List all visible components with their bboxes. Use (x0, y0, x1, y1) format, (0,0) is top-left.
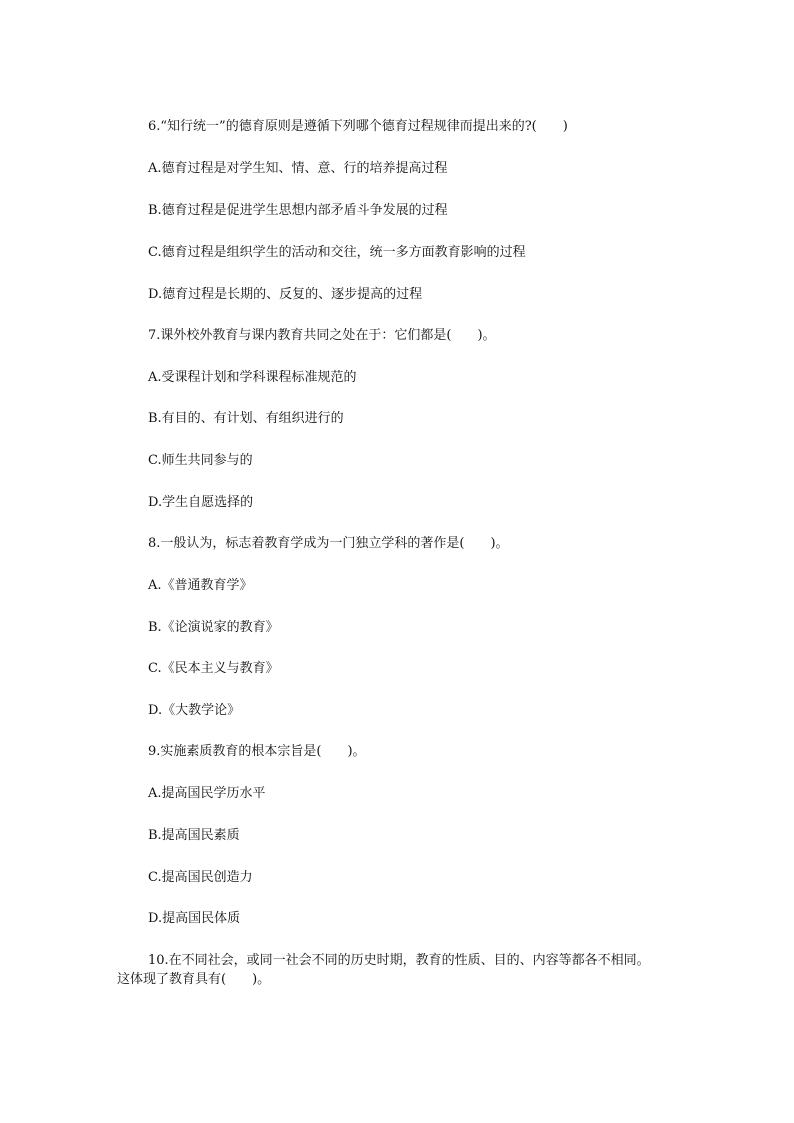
question-7-option-a: A.受课程计划和学科课程标准规范的 (148, 370, 357, 385)
question-9-option-b: B.提高国民素质 (148, 828, 240, 843)
question-10-stem-line2: 这体现了教育具有( )。 (117, 972, 271, 987)
question-9-option-c: C.提高国民创造力 (148, 870, 253, 885)
question-9-option-a: A.提高国民学历水平 (148, 786, 266, 801)
question-8-option-d: D.《大教学论》 (148, 703, 241, 718)
question-6-option-d: D.德育过程是长期的、反复的、逐步提高的过程 (148, 287, 423, 302)
question-6-option-c: C.德育过程是组织学生的活动和交往，统一多方面教育影响的过程 (148, 245, 526, 260)
question-6-option-b: B.德育过程是促进学生思想内部矛盾斗争发展的过程 (148, 203, 448, 218)
question-9-option-d: D.提高国民体质 (148, 911, 241, 926)
question-9-stem: 9.实施素质教育的根本宗旨是( )。 (148, 744, 366, 759)
question-8-option-b: B.《论演说家的教育》 (148, 620, 279, 635)
question-8-option-a: A.《普通教育学》 (148, 578, 253, 593)
question-8-option-c: C.《民本主义与教育》 (148, 661, 279, 676)
question-7-option-c: C.师生共同参与的 (148, 453, 253, 468)
question-6-stem: 6.“知行统一”的德育原则是遵循下列哪个德育过程规律而提出来的?( ) (148, 119, 568, 134)
question-7-stem: 7.课外校外教育与课内教育共同之处在于：它们都是( )。 (148, 328, 496, 343)
question-8-stem: 8.一般认为，标志着教育学成为一门独立学科的著作是( )。 (148, 536, 509, 551)
question-7-option-b: B.有目的、有计划、有组织进行的 (148, 411, 344, 426)
question-6-option-a: A.德育过程是对学生知、情、意、行的培养提高过程 (148, 161, 448, 176)
question-10-stem-line1: 10.在不同社会，或同一社会不同的历史时期，教育的性质、目的、内容等都各不相同。 (148, 953, 650, 968)
question-7-option-d: D.学生自愿选择的 (148, 495, 254, 510)
